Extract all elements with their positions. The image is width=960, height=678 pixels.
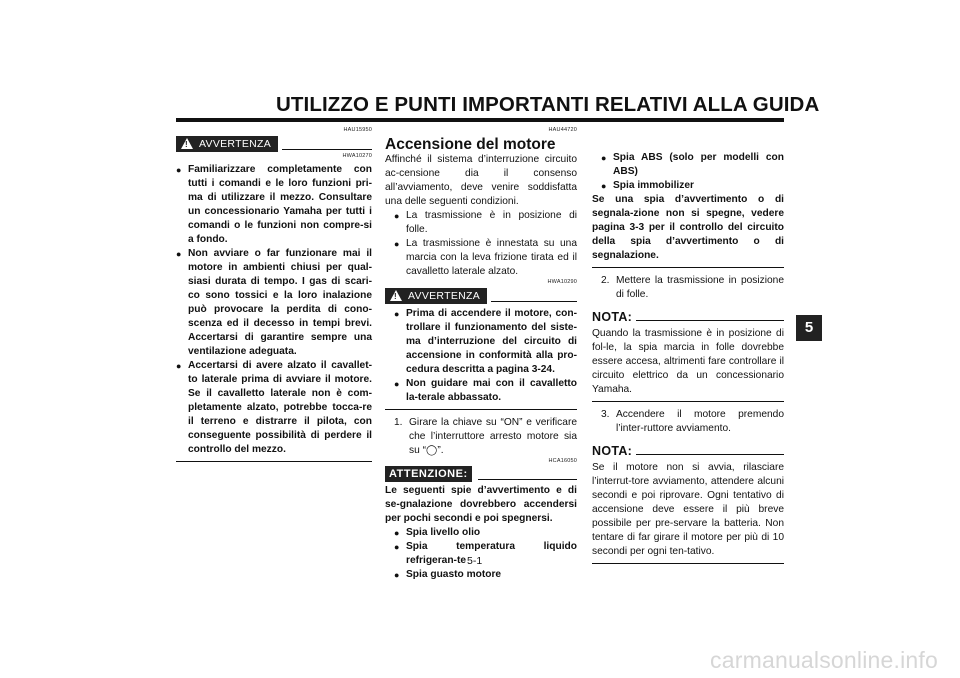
note-header bbox=[592, 442, 784, 458]
warning-bullet: ● Non guidare mai con il cavalletto la-terale abbassato. bbox=[394, 378, 577, 403]
note-label: NOTA: bbox=[592, 444, 633, 458]
warning-badge bbox=[385, 288, 487, 304]
section-heading: Accensione del motore bbox=[385, 136, 556, 153]
section-end-rule bbox=[592, 267, 784, 268]
note-rule bbox=[636, 454, 784, 455]
attention-text: Le seguenti spie d’avvertimento e di se-gnalazione dovrebbero accendersi per pochi secondi e poi spegnersi. bbox=[385, 485, 577, 524]
warning-bullet: ● Familiarizzare completamente con tutti i comandi e le loro funzioni pri-ma di utilizzare il mezzo. Consultare un concessionario Yamaha per tutti i comandi o le funzioni non compre-si a fondo. bbox=[176, 164, 372, 245]
step-2: 2. Mettere la trasmissione in posizione di folle. bbox=[601, 275, 784, 300]
ref-code: HWA10270 bbox=[342, 153, 372, 159]
bullet-icon: ● bbox=[394, 542, 400, 552]
intro-paragraph: Affinché il sistema d’interruzione circuito ac-censione dia il consenso all’avviamento, deve venire soddisfatta una delle seguenti condizioni. bbox=[385, 154, 577, 207]
column-3 bbox=[592, 151, 784, 564]
attention-header bbox=[385, 465, 577, 482]
bullet-icon: ● bbox=[176, 165, 182, 175]
page-title: UTILIZZO E PUNTI IMPORTANTI RELATIVI ALLA GUIDA bbox=[276, 93, 820, 116]
bullet-icon: ● bbox=[176, 249, 182, 259]
warning-bullet: ● Non avviare o far funzionare mai il motore in ambienti chiusi per qual-siasi durata di tempo. I gas di scari-co sono tossici e la loro inalazione può provocare la perdita di cono-scenza ed il decesso in tempi brevi. Accertarsi di garantire sempre una ventilazione adeguata. bbox=[176, 248, 372, 357]
warning-triangle-icon: ! bbox=[390, 290, 402, 301]
bullet-icon: ● bbox=[394, 528, 400, 538]
bullet-icon: ● bbox=[601, 153, 607, 163]
bullet-icon: ● bbox=[394, 239, 400, 249]
step-3: 3. Accendere il motore premendo l’inter-ruttore avviamento. bbox=[601, 409, 784, 434]
watermark: carmanualsonline.info bbox=[710, 647, 938, 673]
warning-bullet: ● Accertarsi di avere alzato il cavallet-to laterale prima di avviare il motore. Se il cavalletto laterale non è com-pletamente alzato, potrebbe tocca-re il terreno e distrarre il pilota, con conseguente possibilità di perdere il controllo del mezzo. bbox=[176, 360, 372, 455]
column-2 bbox=[385, 127, 577, 582]
warning-badge bbox=[176, 136, 278, 152]
indicator-light-item: ● Spia ABS (solo per modelli con ABS) bbox=[601, 152, 784, 177]
warning-rule bbox=[491, 301, 577, 302]
bullet-icon: ● bbox=[394, 379, 400, 389]
warning-header bbox=[385, 287, 577, 304]
ref-code: HWA10290 bbox=[547, 279, 577, 285]
column-1 bbox=[176, 127, 372, 462]
bullet-icon: ● bbox=[601, 181, 607, 191]
page-number: 5-1 bbox=[467, 555, 483, 567]
note-rule bbox=[636, 320, 784, 321]
bullet-icon: ● bbox=[394, 211, 400, 221]
engine-stop-symbol-icon: ◯ bbox=[425, 445, 438, 456]
ref-code: HCA16050 bbox=[548, 458, 577, 464]
section-end-rule bbox=[592, 563, 784, 564]
bullet-icon: ● bbox=[394, 309, 400, 319]
chapter-tab: 5 bbox=[796, 315, 822, 341]
warning-bullet: ● Prima di accendere il motore, con-trollare il funzionamento del siste-ma d’interruzione del circuito di accensione in conformità alla pro-cedura descritta a pagina 3-24. bbox=[394, 308, 577, 375]
attention-label: ATTENZIONE: bbox=[385, 466, 472, 482]
section-end-rule bbox=[176, 461, 372, 462]
note-header bbox=[592, 308, 784, 324]
condition-item: ● La trasmissione è innestata su una marcia con la leva frizione tirata ed il cavalletto laterale alzato. bbox=[394, 238, 577, 277]
note-text: Se il motore non si avvia, rilasciare l’interrut-tore avviamento, attendere alcuni secondi e poi riprovare. Ogni tentativo di accensione deve essere il più breve possibile per pre-servare la batteria. Non tentare di far girare il motore per più di 10 secondi per ogni ten-tativo. bbox=[592, 462, 784, 557]
ref-code: HAU44720 bbox=[548, 127, 577, 133]
note-text: Quando la trasmissione è in posizione di fol-le, la spia marcia in folle dovrebbe essere accesa, altrimenti fare controllare il circuito elettrico da un concessionario Yamaha. bbox=[592, 328, 784, 395]
warning-triangle-icon: ! bbox=[181, 138, 193, 149]
step-1: 1. Girare la chiave su “ON” e verificare che l’interruttore arresto motore sia su “◯”. bbox=[394, 417, 577, 456]
note-label: NOTA: bbox=[592, 310, 633, 324]
warning-label: AVVERTENZA bbox=[199, 137, 272, 150]
condition-item: ● La trasmissione è in posizione di folle. bbox=[394, 210, 577, 235]
indicator-light-item: ● Spia immobilizer bbox=[601, 180, 694, 191]
section-end-rule bbox=[592, 401, 784, 402]
warning-header bbox=[176, 135, 372, 152]
bullet-icon: ● bbox=[176, 361, 182, 371]
section-end-rule bbox=[385, 409, 577, 410]
indicator-light-item: ● Spia temperatura liquido refrigeran-te bbox=[394, 541, 577, 566]
title-rule bbox=[176, 118, 784, 122]
warning-label: AVVERTENZA bbox=[408, 289, 481, 302]
attention-rule bbox=[478, 479, 577, 480]
ref-code: HAU15950 bbox=[343, 127, 372, 133]
warning-rule bbox=[282, 149, 372, 150]
attention-followup: Se una spia d’avvertimento o di segnala-zione non si spegne, vedere pagina 3-3 per il controllo del circuito della spia d’avvertimento o di segnalazione. bbox=[592, 194, 784, 261]
indicator-light-item: ● Spia livello olio bbox=[394, 527, 481, 538]
indicator-light-item: ● Spia guasto motore bbox=[394, 569, 502, 580]
bullet-icon: ● bbox=[394, 570, 400, 580]
